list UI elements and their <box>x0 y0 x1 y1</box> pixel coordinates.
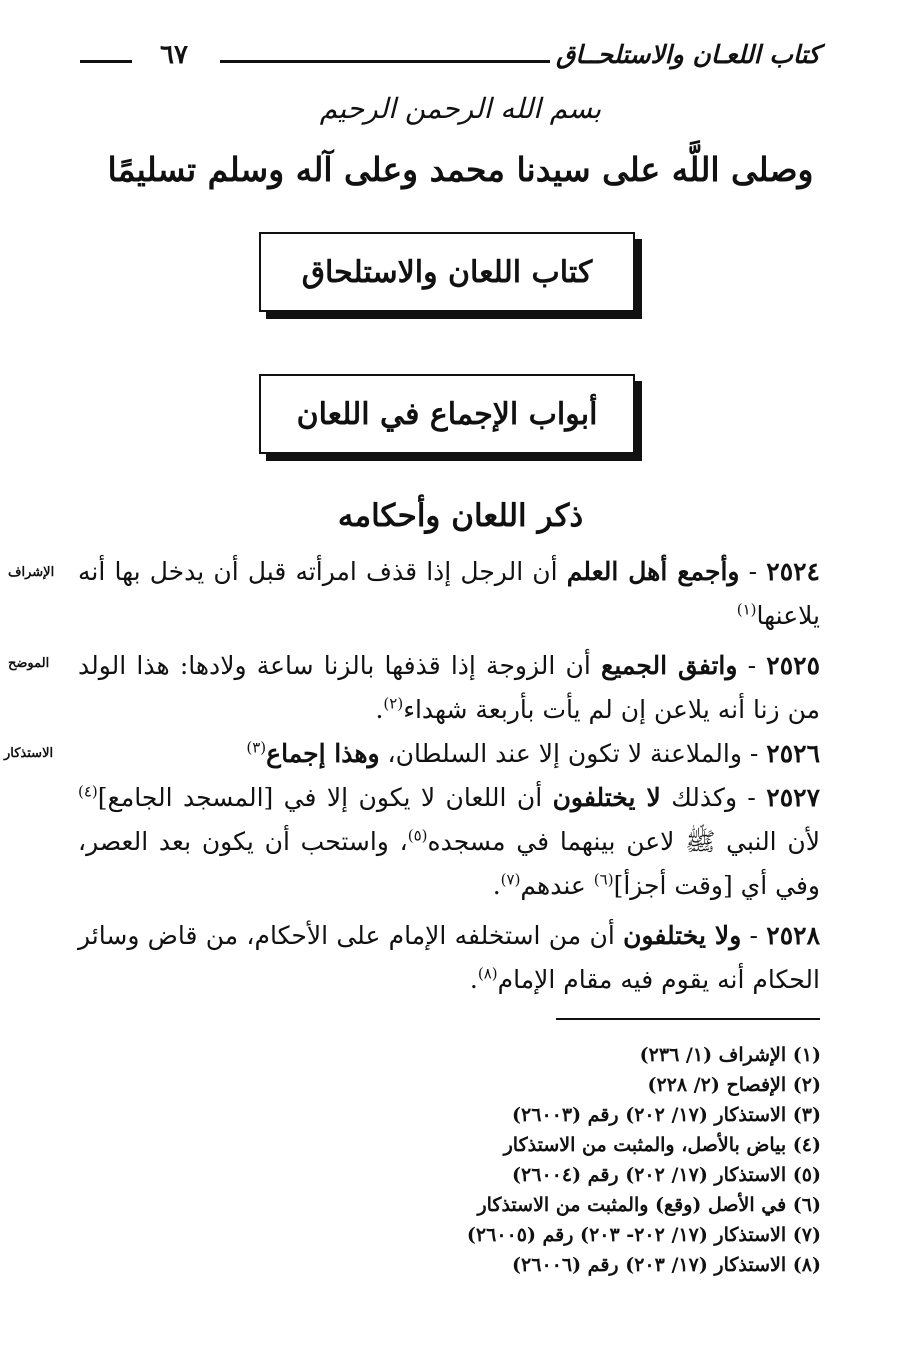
paragraph-2528: ٢٥٢٨ - ولا يختلفون أن من استخلفه الإمام على الأحكام، من قاض وسائر الحكام أنه يقوم فيه مقام الإمام$^{(٨)}$. <box>78 921 820 994</box>
footnote-ref[interactable]: (٥) <box>407 826 428 845</box>
paragraph-number: ٢٥٢٥ <box>766 651 820 680</box>
paragraph-2525: ٢٥٢٥ - واتفق الجميع أن الزوجة إذا قذفها بالزنا ساعة ولادها: هذا الولد من زنا أنه يلاعن إن لم يأت بأربعة شهداء$^{(٢)}$. <box>78 651 820 724</box>
paragraph-number: ٢٥٢٦ <box>766 739 820 768</box>
footnote: (٥) الاستذكار (١٧/ ٢٠٢) رقم (٢٦٠٠٤) <box>512 1164 821 1186</box>
running-header <box>80 38 820 78</box>
margin-note: الموضح <box>8 656 50 671</box>
paragraph-bold: وهذا إجماع <box>266 739 380 768</box>
footnotes <box>321 1040 821 1280</box>
chapter-title: أبواب الإجماع في اللعان <box>296 396 598 432</box>
header-rule-right <box>220 60 550 63</box>
paragraph-text: والملاعنة لا تكون إلا عند السلطان، <box>387 739 742 768</box>
paragraph-lead: ولا يختلفون <box>623 921 742 950</box>
paragraph-text: لأن النبي ﷺ لاعن بينهما في مسجده <box>427 827 821 856</box>
chapter-title-box <box>259 374 635 454</box>
footnote-ref[interactable]: (٢) <box>383 694 404 713</box>
section-title: ذكر اللعان وأحكامه <box>337 498 584 534</box>
paragraph-text: عندهم <box>520 871 586 900</box>
paragraph-lead: واتفق الجميع <box>601 651 738 680</box>
footnote-ref[interactable]: (٧) <box>500 870 521 889</box>
paragraph-tail: . <box>469 965 478 994</box>
paragraph-number: ٢٥٢٨ <box>766 921 820 950</box>
header-rule-left <box>80 60 132 63</box>
footnote: (٦) في الأصل (وقع) والمثبت من الاستذكار <box>477 1194 821 1216</box>
footnote-ref[interactable]: (٦) <box>593 870 614 889</box>
footnote: (٧) الاستذكار (١٧/ ٢٠٢- ٢٠٣) رقم (٢٦٠٠٥) <box>466 1224 821 1246</box>
paragraph-text: ، واستحب أن يكون بعد العصر، وفي أي [وقت أجزأ] <box>78 827 820 900</box>
footnote-ref[interactable]: (١) <box>736 600 757 619</box>
paragraph-text: أن الرجل إذا قذف امرأته قبل أن يدخل بها أنه يلاعنها <box>78 557 820 630</box>
paragraph-2527: ٢٥٢٧ - وكذلك لا يختلفون أن اللعان لا يكون إلا في [المسجد الجامع]$^{(٤)}$ لأن النبي ﷺ لاعن بينهما في مسجده$^{(٥)}$، واستحب أن يكون بعد العصر، وفي أي [وقت أجزأ]$^{(٦)}$ عندهم$^{(٧)}$. <box>78 782 821 900</box>
book-title: كتاب اللعان والاستلحاق <box>301 254 593 290</box>
footnote: (٨) الاستذكار (١٧/ ٢٠٣) رقم (٢٦٠٠٦) <box>512 1254 821 1276</box>
footnote-divider <box>556 1018 820 1020</box>
paragraph-text: أن من استخلفه الإمام على الأحكام، من قاض وسائر الحكام أنه يقوم فيه مقام الإمام <box>78 921 820 994</box>
footnote-ref[interactable]: (٨) <box>477 964 498 983</box>
margin-note: الاستذكار <box>4 746 54 761</box>
footnote: (٤) بياض بالأصل، والمثبت من الاستذكار <box>503 1134 821 1156</box>
footnote: (١) الإشراف (١/ ٢٣٦) <box>639 1044 821 1066</box>
margin-note: الإشراف <box>8 565 55 580</box>
paragraph-2524: ٢٥٢٤ - وأجمع أهل العلم أن الرجل إذا قذف امرأته قبل أن يدخل بها أنه يلاعنها$^{(١)}$ <box>78 557 820 630</box>
paragraph-bold: لا يختلفون <box>552 783 661 812</box>
paragraph-2526: ٢٥٢٦ - والملاعنة لا تكون إلا عند السلطان، وهذا إجماع$^{(٣)}$ <box>246 738 820 768</box>
footnote: (٢) الإفصاح (٢/ ٢٢٨) <box>647 1074 821 1096</box>
paragraph-number: ٢٥٢٧ <box>766 783 821 812</box>
footnote-ref[interactable]: (٣) <box>246 738 267 757</box>
paragraph-number: ٢٥٢٤ <box>766 557 820 586</box>
paragraph-lead: وأجمع أهل العلم <box>566 557 740 586</box>
salutation: وصلى اللَّه على سيدنا محمد وعلى آله وسلم تسليمًا <box>107 150 814 189</box>
page-number: ٦٧ <box>160 40 188 70</box>
paragraph-tail: . <box>492 871 501 900</box>
paragraph-text: وكذلك <box>671 783 738 812</box>
paragraph-text: أن الزوجة إذا قذفها بالزنا ساعة ولادها: هذا الولد من زنا أنه يلاعن إن لم يأت بأربعة شهداء <box>78 651 820 724</box>
footnote-ref[interactable]: (٤) <box>78 782 98 801</box>
running-title: كتاب اللعـان والاستلحــاق <box>555 40 820 69</box>
basmala: بسم الله الرحمن الرحيم <box>319 92 602 125</box>
book-title-box <box>259 232 635 312</box>
footnote: (٣) الاستذكار (١٧/ ٢٠٢) رقم (٢٦٠٠٣) <box>512 1104 821 1126</box>
paragraph-text: أن اللعان لا يكون إلا في [المسجد الجامع] <box>97 783 543 812</box>
paragraph-tail: . <box>375 695 384 724</box>
